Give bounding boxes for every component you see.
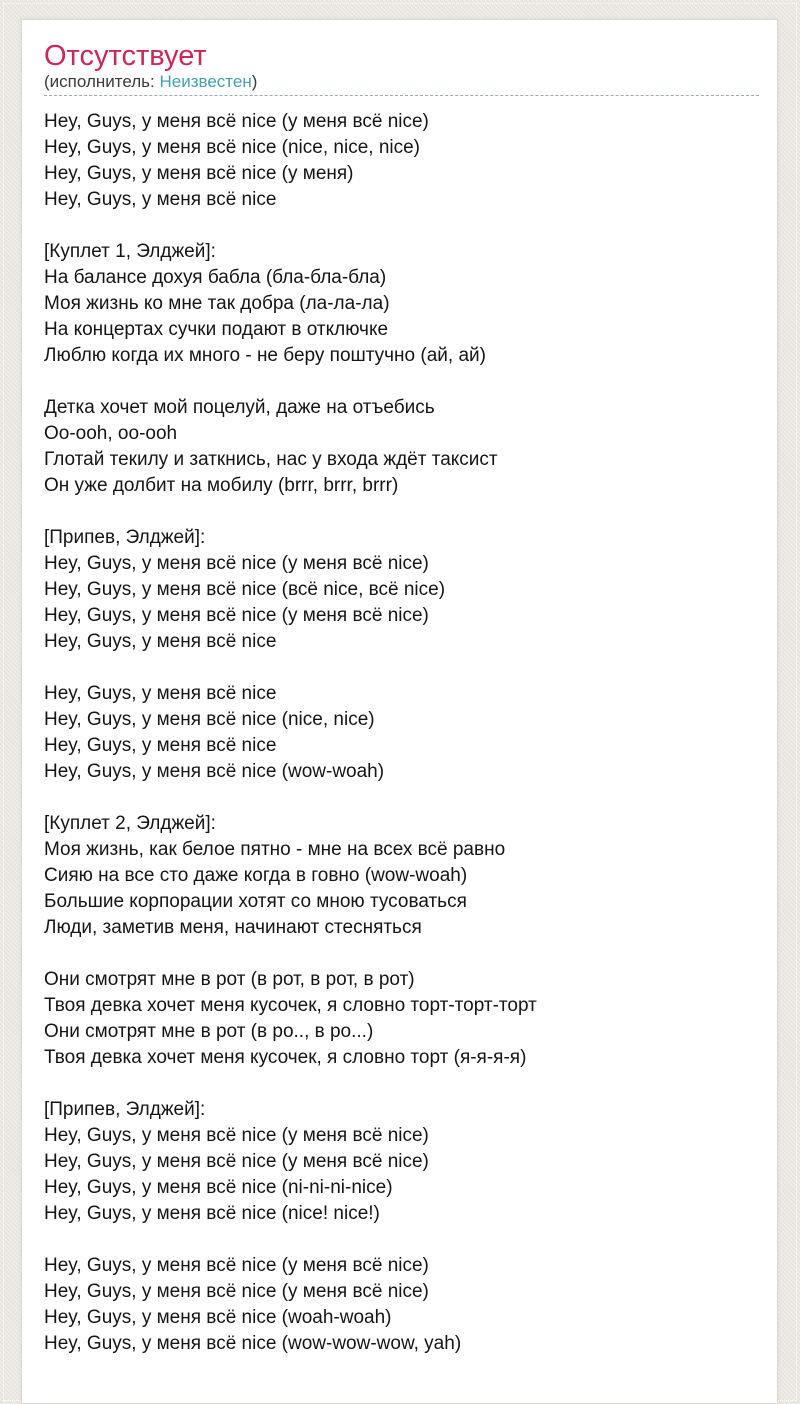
lyrics-card [21, 19, 778, 1404]
artist-label-prefix: (исполнитель: [44, 72, 160, 91]
lyrics-stanza: [Куплет 2, Элджей]: Моя жизнь, как белое пятно - мне на всех всё равно Сияю на все сто даже когда в говно (wow-woah) Большие корпорации хотят со мною тусоваться Люди, заметив меня, начинают стесняться [44, 813, 506, 938]
lyrics-stanza: Hey, Guys, у меня всё nice (у меня всё nice) Hey, Guys, у меня всё nice (nice, nice, nice) Hey, Guys, у меня всё nice (у меня) Hey, Guys, у меня всё nice [44, 111, 429, 210]
lyrics-stanza: Они смотрят мне в рот (в рот, в рот, в рот) Твоя девка хочет меня кусочек, я словно торт-торт-торт Они смотрят мне в рот (в ро.., в ро...) Твоя девка хочет меня кусочек, я словно торт (я-я-я-я) [44, 969, 537, 1068]
song-subtitle [44, 72, 759, 91]
song-title: Отсутствует [44, 40, 207, 72]
lyrics-container [44, 109, 759, 1357]
lyrics-stanza: Hey, Guys, у меня всё nice Hey, Guys, у меня всё nice (nice, nice) Hey, Guys, у меня всё nice Hey, Guys, у меня всё nice (wow-woah) [44, 683, 385, 782]
artist-label-suffix: ) [251, 72, 258, 91]
lyrics-stanza: Детка хочет мой поцелуй, даже на отъебись Oo-ooh, oo-ooh Глотай текилу и заткнись, нас у входа ждёт таксист Он уже долбит на мобилу (brrr, brrr, brrr) [44, 397, 498, 496]
lyrics-stanza: [Припев, Элджей]: Hey, Guys, у меня всё nice (у меня всё nice) Hey, Guys, у меня всё nice (всё nice, всё nice) Hey, Guys, у меня всё nice (у меня всё nice) Hey, Guys, у меня всё nice [44, 527, 446, 652]
artist-link[interactable]: Неизвестен [159, 72, 252, 91]
lyrics-stanza: [Куплет 1, Элджей]: На балансе дохуя бабла (бла-бла-бла) Моя жизнь ко мне так добра (ла-ла-ла) На концертах сучки подают в отключке Люблю когда их много - не беру поштучно (ай, ай) [44, 241, 486, 366]
song-header [44, 42, 759, 96]
lyrics-stanza: [Припев, Элджей]: Hey, Guys, у меня всё nice (у меня всё nice) Hey, Guys, у меня всё nice (у меня всё nice) Hey, Guys, у меня всё nice (ni-ni-ni-nice) Hey, Guys, у меня всё nice (nice! nice!) [44, 1099, 429, 1224]
lyrics-stanza: Hey, Guys, у меня всё nice (у меня всё nice) Hey, Guys, у меня всё nice (у меня всё nice) Hey, Guys, у меня всё nice (woah-woah) Hey, Guys, у меня всё nice (wow-wow-wow, yah) [44, 1255, 462, 1354]
